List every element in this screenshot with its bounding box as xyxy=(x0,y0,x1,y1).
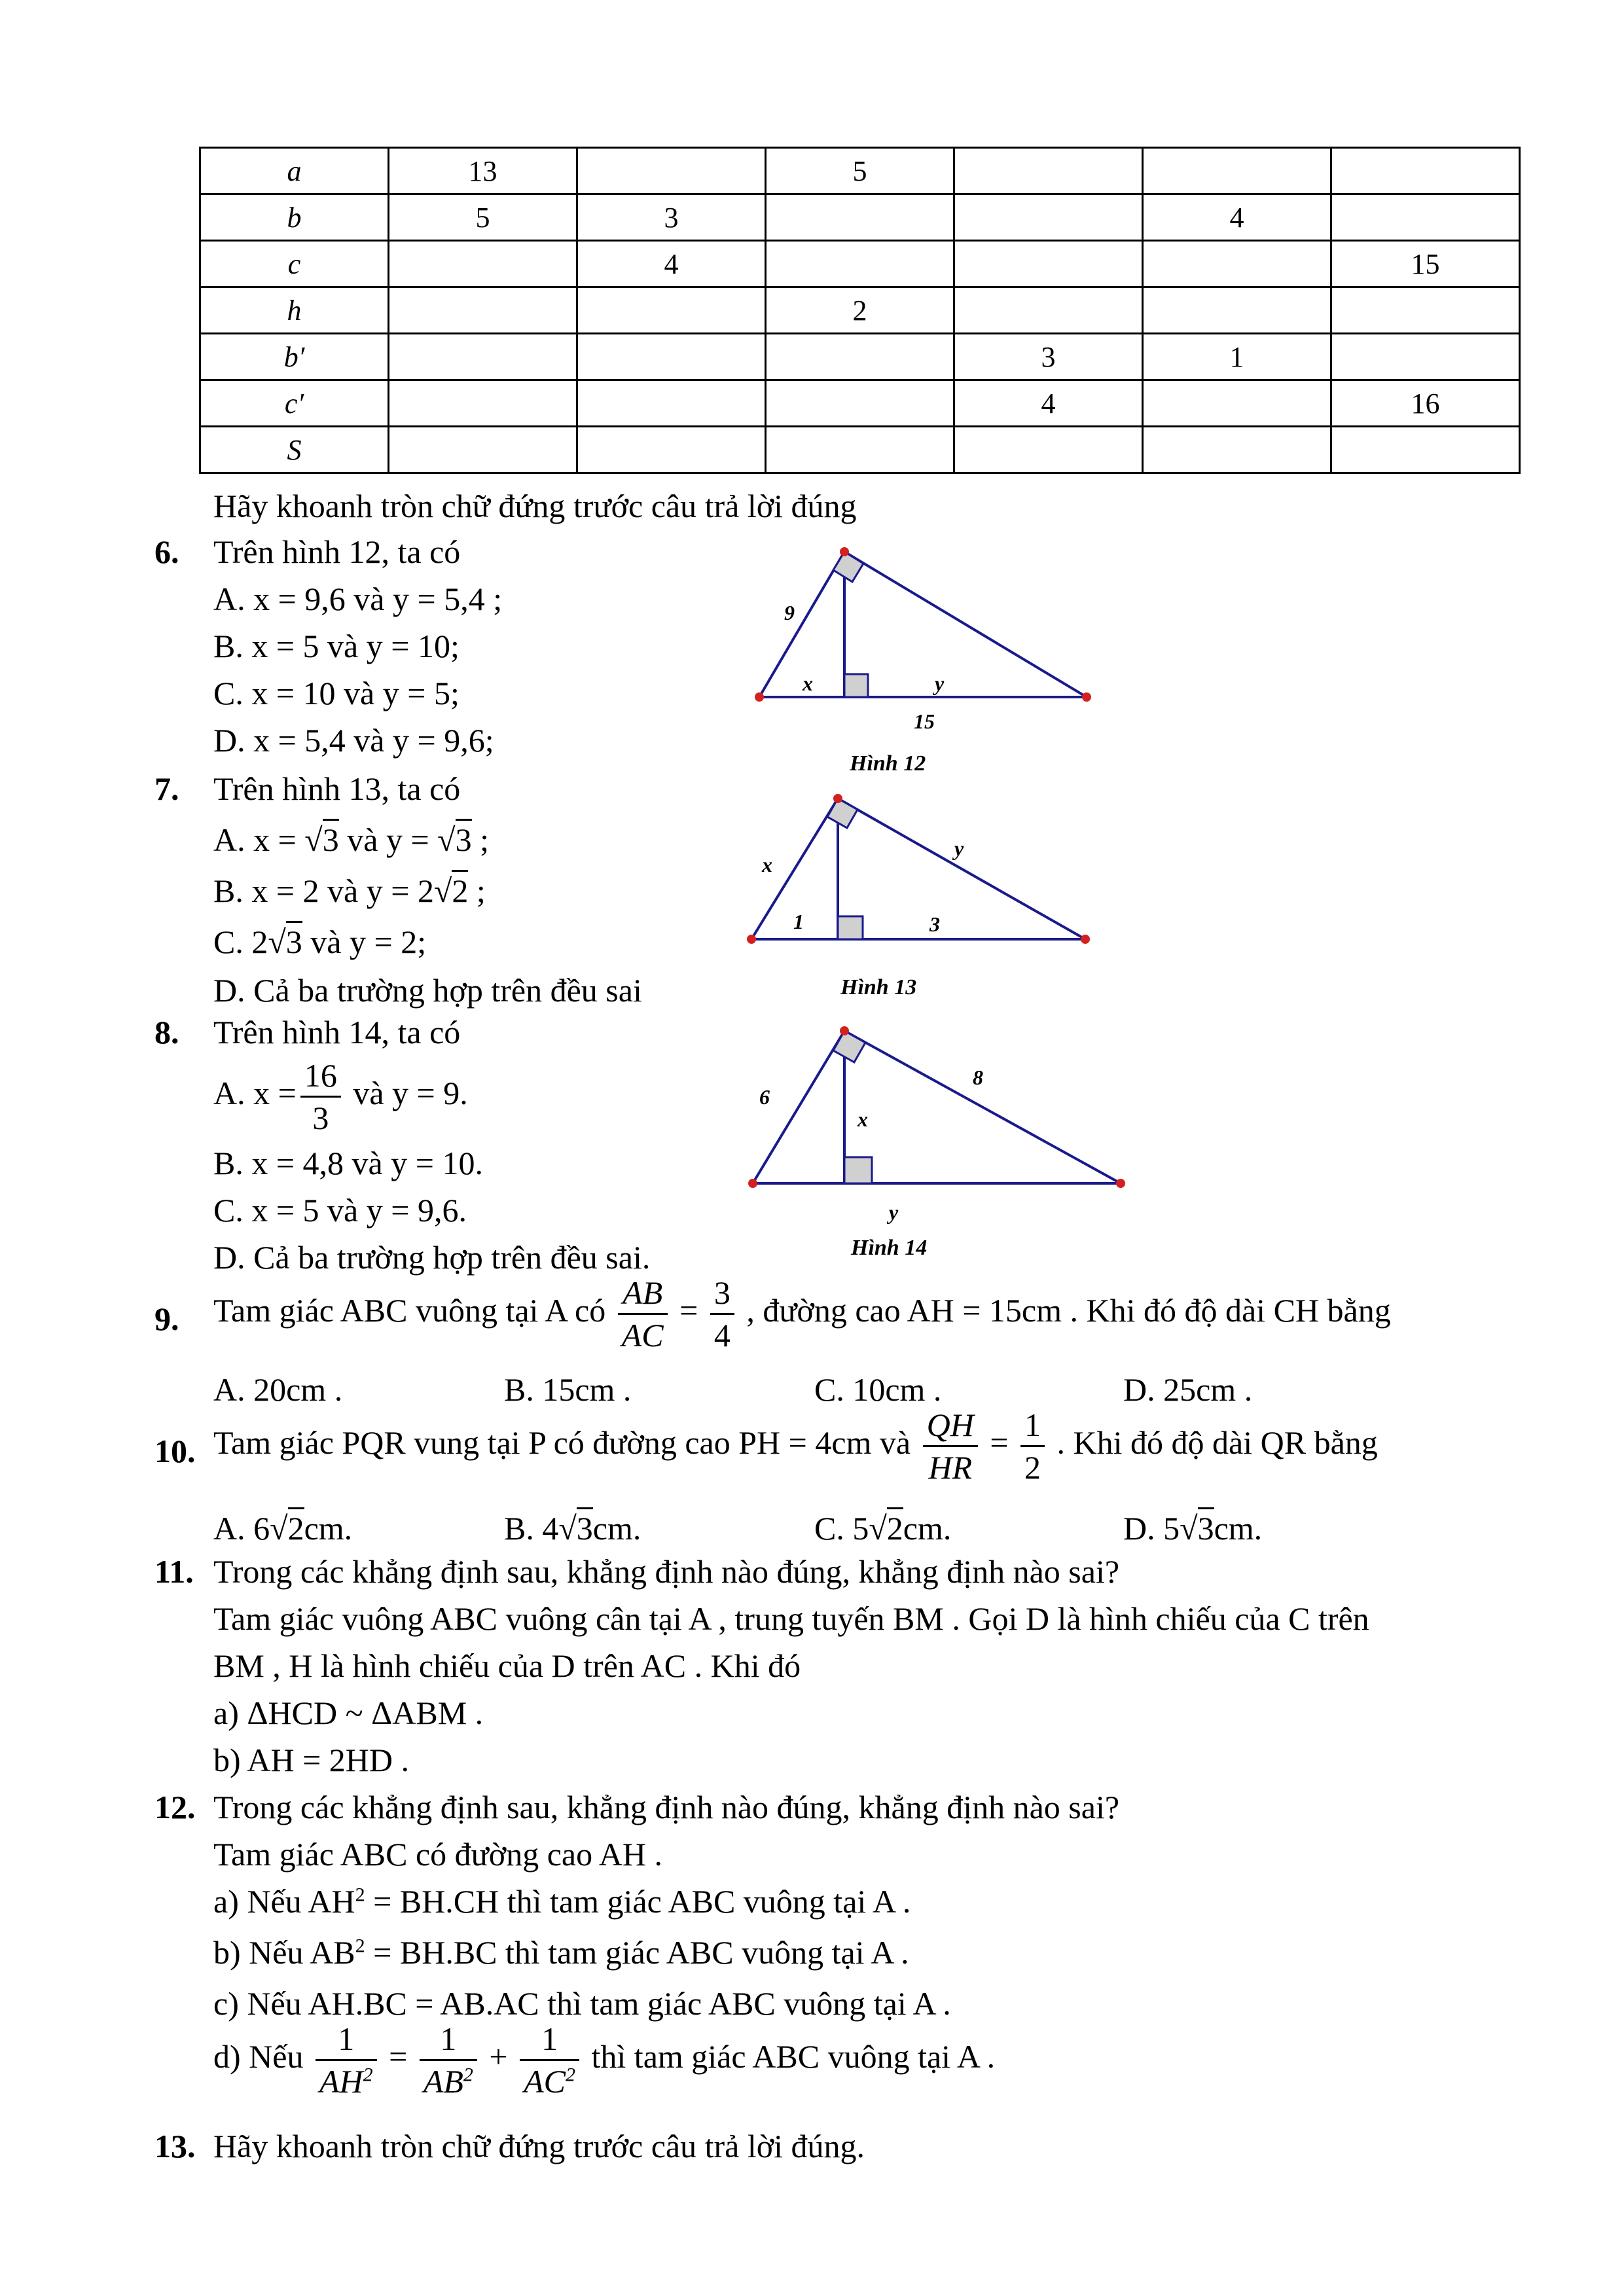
table-cell: 4 xyxy=(577,241,766,287)
table-cell: 3 xyxy=(954,334,1143,380)
q11-number: 11. xyxy=(154,1553,194,1590)
fig14-label-6: 6 xyxy=(759,1085,770,1109)
q7-number: 7. xyxy=(154,770,179,807)
q8-number: 8. xyxy=(154,1014,179,1050)
right-angle-mark xyxy=(833,552,863,582)
vertex-dot xyxy=(1081,935,1090,944)
q10-option-c: C. 5√2cm. xyxy=(814,1512,951,1545)
q10-option-d: D. 5√3cm. xyxy=(1123,1512,1262,1545)
q6-option-a: A. x = 9,6 và y = 5,4 ; xyxy=(213,581,503,617)
q10-option-a: A. 6√2cm. xyxy=(213,1512,352,1545)
vertex-dot xyxy=(833,794,842,803)
q7-option-b: B. x = 2 và y = 2√2 ; xyxy=(213,874,486,907)
row-label: c′ xyxy=(200,380,389,427)
q8-option-c: C. x = 5 và y = 9,6. xyxy=(213,1192,467,1229)
fig12-label-15: 15 xyxy=(914,709,935,733)
q12-statement-c: c) Nếu AH.BC = AB.AC thì tam giác ABC vuông tại A . xyxy=(213,1985,951,2022)
instruction-text: Hãy khoanh tròn chữ đứng trước câu trả lời đúng xyxy=(213,488,857,524)
fig13-caption: Hình 13 xyxy=(840,975,917,999)
q8-option-d: D. Cả ba trường hợp trên đều sai. xyxy=(213,1239,651,1276)
table-cell: 1 xyxy=(1143,334,1331,380)
q12-statement-a: a) Nếu $AH^2 = BH.CH$ thì tam giác ABC vuông tại A . xyxy=(213,1883,911,1920)
q7-text: Trên hình 13, ta có xyxy=(213,770,461,807)
q9-option-d: D. 25cm . xyxy=(1123,1371,1253,1408)
q11-text: Trong các khẳng định sau, khẳng định nào đúng, khẳng định nào sai? xyxy=(213,1553,1120,1590)
q9-number: 9. xyxy=(154,1300,179,1337)
fig14-caption: Hình 14 xyxy=(851,1236,928,1260)
table-cell: 5 xyxy=(389,194,577,241)
right-angle-mark xyxy=(844,674,868,697)
vertex-dot xyxy=(1082,692,1091,702)
q7-option-d: D. Cả ba trường hợp trên đều sai xyxy=(213,972,642,1009)
fig13-label-x: x xyxy=(762,853,772,876)
figure-14 xyxy=(748,1026,1125,1188)
q10-text: Tam giác PQR vung tại P có đường cao PH = 4cm và $\frac{QH}{HR}$ = $\frac{1}{2}$ . Khi đó độ dài QR bằng xyxy=(213,1407,1378,1486)
q11-line-1: Tam giác vuông ABC vuông cân tại A , trung tuyến BM . Gọi D là hình chiếu của C trên xyxy=(213,1600,1369,1637)
q9-option-a: A. 20cm . xyxy=(213,1371,343,1408)
q9-option-c: C. 10cm . xyxy=(814,1371,942,1408)
fig12-label-x: x xyxy=(803,672,813,695)
table-cell: 5 xyxy=(766,148,954,194)
q6-number: 6. xyxy=(154,533,179,570)
q8-option-b: B. x = 4,8 và y = 10. xyxy=(213,1145,483,1181)
vertex-dot xyxy=(747,935,756,944)
fig12-label-9: 9 xyxy=(784,601,795,624)
row-label: b′ xyxy=(200,334,389,380)
q11-statement-a: a) ΔHCD ~ ΔABM . xyxy=(213,1695,484,1731)
table-cell: 3 xyxy=(577,194,766,241)
q11-line-2: BM , H là hình chiếu của D trên AC . Khi đó xyxy=(213,1647,801,1684)
q13-text: Hãy khoanh tròn chữ đứng trước câu trả lời đúng. xyxy=(213,2128,865,2164)
q9-text: Tam giác ABC vuông tại A có $\frac{AB}{AC}$ = $\frac{3}{4}$ , đường cao AH = 15cm . Khi đó độ dài CH bằng xyxy=(213,1274,1391,1354)
table-cell: 15 xyxy=(1331,241,1520,287)
q12-number: 12. xyxy=(154,1789,196,1825)
table-cell: 16 xyxy=(1331,380,1520,427)
fig14-label-y: y xyxy=(889,1200,899,1224)
q12-line-1: Tam giác ABC có đường cao AH . xyxy=(213,1836,663,1873)
row-label: b xyxy=(200,194,389,241)
vertex-dot xyxy=(755,692,764,702)
fig13-label-1: 1 xyxy=(793,910,804,933)
q8-text: Trên hình 14, ta có xyxy=(213,1014,461,1050)
table-cell: 4 xyxy=(954,380,1143,427)
right-angle-mark xyxy=(838,916,863,939)
q11-statement-b: b) AH = 2HD . xyxy=(213,1742,410,1778)
q9-option-b: B. 15cm . xyxy=(504,1371,632,1408)
right-angle-mark xyxy=(827,798,857,828)
row-label: c xyxy=(200,241,389,287)
fig12-caption: Hình 12 xyxy=(850,751,926,776)
row-label: a xyxy=(200,148,389,194)
vertex-dot xyxy=(748,1179,757,1188)
table-cell: 2 xyxy=(766,287,954,334)
fig12-label-y: y xyxy=(935,672,945,695)
table-cell: 13 xyxy=(389,148,577,194)
fig14-label-8: 8 xyxy=(973,1066,983,1089)
right-angle-mark xyxy=(844,1157,872,1183)
q6-text: Trên hình 12, ta có xyxy=(213,533,461,570)
q7-option-c: C. 2√3 và y = 2; xyxy=(213,925,426,958)
q8-option-a: A. x = $\frac{16}{3}$ và y = 9. xyxy=(213,1057,468,1136)
fig14-label-x: x xyxy=(857,1107,868,1131)
q10-number: 10. xyxy=(154,1433,196,1469)
q12-statement-d: d) Nếu $\frac{1}{AH^2}$ = $\frac{1}{AB^2}$ + $\frac{1}{AC^2}$ thì tam giác ABC vuông tại A . xyxy=(213,2020,996,2100)
q12-statement-b: b) Nếu $AB^2 = BH.BC$ thì tam giác ABC vuông tại A . xyxy=(213,1934,909,1971)
right-angle-mark xyxy=(833,1031,865,1062)
q13-number: 13. xyxy=(154,2128,196,2164)
table-cell: 4 xyxy=(1143,194,1331,241)
q6-option-c: C. x = 10 và y = 5; xyxy=(213,675,460,711)
row-label: S xyxy=(200,427,389,473)
row-label: h xyxy=(200,287,389,334)
vertex-dot xyxy=(1116,1179,1125,1188)
vertex-dot xyxy=(840,1026,849,1035)
vertex-dot xyxy=(840,547,849,556)
q6-option-b: B. x = 5 và y = 10; xyxy=(213,628,460,664)
q7-option-a: A. x = √3 và y = √3 ; xyxy=(213,823,489,856)
fig13-label-3: 3 xyxy=(929,912,940,936)
q6-option-d: D. x = 5,4 và y = 9,6; xyxy=(213,722,494,759)
q12-text: Trong các khẳng định sau, khẳng định nào đúng, khẳng định nào sai? xyxy=(213,1789,1120,1825)
fig13-label-y: y xyxy=(954,836,964,860)
q10-option-b: B. 4√3cm. xyxy=(504,1512,641,1545)
